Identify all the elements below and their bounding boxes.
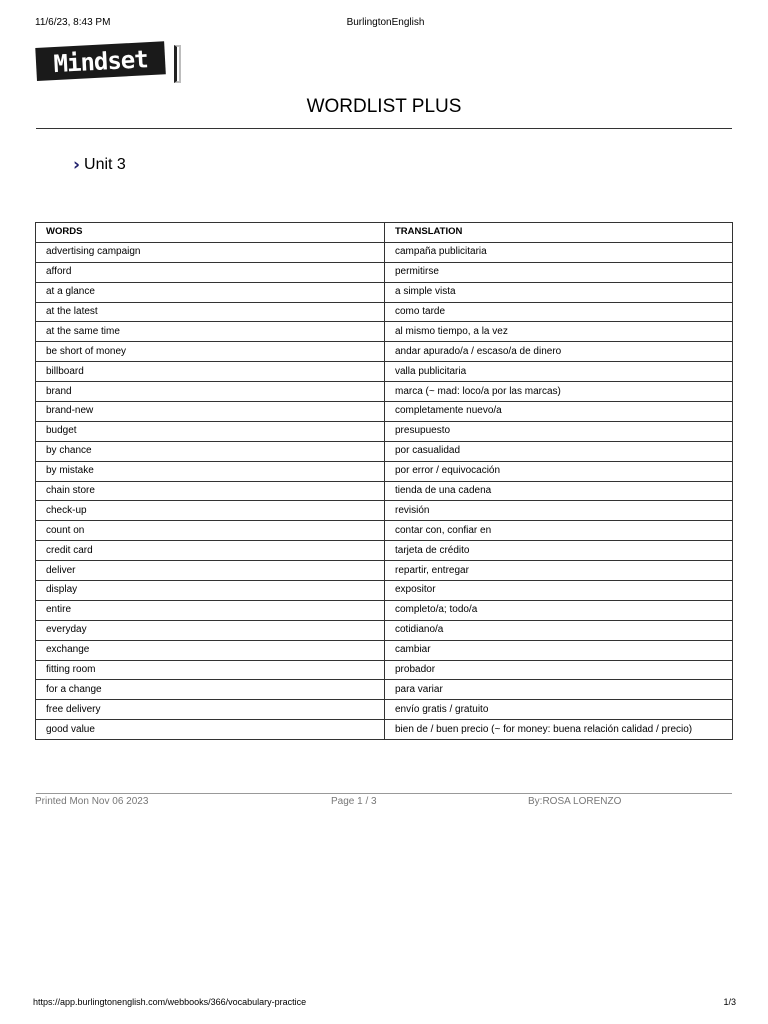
translation-cell: valla publicitaria [385, 362, 733, 382]
page-title: WORDLIST PLUS [306, 96, 462, 117]
translation-cell: campaña publicitaria [385, 242, 733, 262]
table-row [36, 680, 733, 700]
word-cell: for a change [36, 680, 385, 700]
word-cell: chain store [36, 481, 385, 501]
table-header-row [36, 223, 733, 243]
table-row [36, 600, 733, 620]
word-cell: display [36, 581, 385, 601]
table-row [36, 541, 733, 561]
word-cell: afford [36, 262, 385, 282]
translation-cell: revisión [385, 501, 733, 521]
table-row [36, 441, 733, 461]
word-cell: free delivery [36, 700, 385, 720]
translation-cell: completamente nuevo/a [385, 402, 733, 422]
table-row [36, 461, 733, 481]
translation-cell: expositor [385, 581, 733, 601]
translation-cell: cambiar [385, 640, 733, 660]
word-cell: entire [36, 600, 385, 620]
word-cell: exchange [36, 640, 385, 660]
word-cell: everyday [36, 620, 385, 640]
word-cell: fitting room [36, 660, 385, 680]
print-header [35, 17, 736, 29]
author-label: By:ROSA LORENZO [528, 796, 622, 807]
translation-cell: repartir, entregar [385, 561, 733, 581]
translation-cell: como tarde [385, 302, 733, 322]
footer-divider [36, 793, 732, 794]
page-indicator: Page 1 / 3 [331, 796, 377, 807]
chevron-right-icon: › [73, 155, 81, 175]
translation-cell: por casualidad [385, 441, 733, 461]
word-cell: brand [36, 382, 385, 402]
word-cell: billboard [36, 362, 385, 382]
print-site-title: BurlingtonEnglish [346, 17, 425, 28]
printed-date: Printed Mon Nov 06 2023 [35, 796, 149, 807]
table-row [36, 561, 733, 581]
word-cell: budget [36, 421, 385, 441]
translation-cell: tarjeta de crédito [385, 541, 733, 561]
translation-cell: por error / equivocación [385, 461, 733, 481]
logo-text: Mindset [52, 44, 149, 78]
page-url: https://app.burlingtonenglish.com/webbooks/366/vocabulary-practice [33, 997, 307, 1007]
print-page-count: 1/3 [723, 997, 736, 1007]
table-row [36, 242, 733, 262]
word-cell: at the same time [36, 322, 385, 342]
translation-cell: envío gratis / gratuito [385, 700, 733, 720]
table-row [36, 421, 733, 441]
page-footer [35, 796, 732, 808]
translation-cell: contar con, confiar en [385, 521, 733, 541]
translation-cell: completo/a; todo/a [385, 600, 733, 620]
translation-cell: permitirse [385, 262, 733, 282]
logo-bar [174, 45, 181, 83]
wordlist-body [36, 242, 733, 739]
translation-cell: para variar [385, 680, 733, 700]
table-row [36, 521, 733, 541]
word-cell: be short of money [36, 342, 385, 362]
translation-cell: marca (~ mad: loco/a por las marcas) [385, 382, 733, 402]
header-words: WORDS [36, 223, 385, 243]
table-row [36, 620, 733, 640]
print-datetime: 11/6/23, 8:43 PM [35, 17, 111, 28]
table-row [36, 700, 733, 720]
word-cell: deliver [36, 561, 385, 581]
table-row [36, 402, 733, 422]
title-divider [36, 128, 732, 129]
word-cell: by mistake [36, 461, 385, 481]
translation-cell: a simple vista [385, 282, 733, 302]
header-translation: TRANSLATION [385, 223, 733, 243]
mindset-logo [37, 45, 189, 85]
word-cell: credit card [36, 541, 385, 561]
word-cell: advertising campaign [36, 242, 385, 262]
table-row [36, 342, 733, 362]
translation-cell: al mismo tiempo, a la vez [385, 322, 733, 342]
word-cell: at the latest [36, 302, 385, 322]
print-footer [33, 996, 736, 1008]
table-row [36, 501, 733, 521]
table-row [36, 282, 733, 302]
translation-cell: probador [385, 660, 733, 680]
unit-heading[interactable] [73, 156, 126, 174]
word-cell: brand-new [36, 402, 385, 422]
translation-cell: bien de / buen precio (~ for money: buena relación calidad / precio) [385, 720, 733, 740]
table-row [36, 302, 733, 322]
table-row [36, 382, 733, 402]
wordlist-table [35, 222, 733, 740]
table-row [36, 481, 733, 501]
table-row [36, 262, 733, 282]
word-cell: count on [36, 521, 385, 541]
translation-cell: tienda de una cadena [385, 481, 733, 501]
table-row [36, 720, 733, 740]
word-cell: good value [36, 720, 385, 740]
translation-cell: cotidiano/a [385, 620, 733, 640]
word-cell: at a glance [36, 282, 385, 302]
table-row [36, 660, 733, 680]
word-cell: by chance [36, 441, 385, 461]
table-row [36, 581, 733, 601]
translation-cell: presupuesto [385, 421, 733, 441]
table-row [36, 362, 733, 382]
translation-cell: andar apurado/a / escaso/a de dinero [385, 342, 733, 362]
word-cell: check-up [36, 501, 385, 521]
unit-label: Unit 3 [84, 156, 126, 173]
table-row [36, 640, 733, 660]
table-row [36, 322, 733, 342]
logo-box [35, 41, 166, 81]
